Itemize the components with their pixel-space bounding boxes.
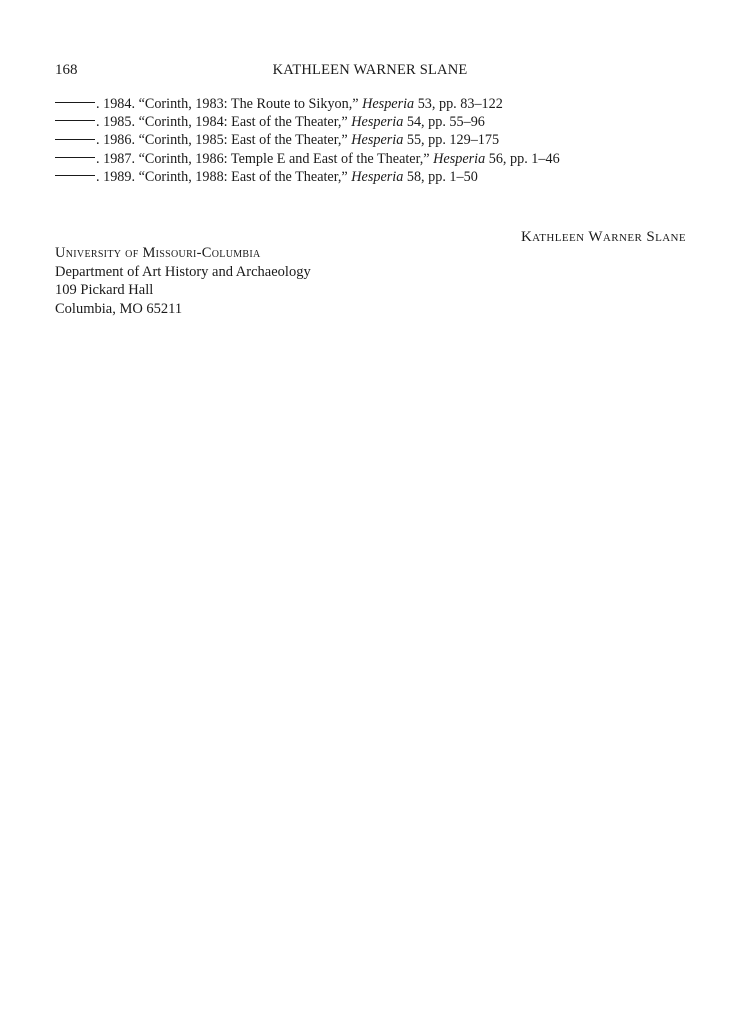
running-head: KATHLEEN WARNER SLANE	[272, 62, 468, 78]
street-address: 109 Pickard Hall	[55, 282, 154, 298]
author-affiliation	[55, 244, 311, 318]
ditto-dash	[55, 102, 95, 103]
reference-citation: 54, pp. 55–96	[403, 114, 485, 131]
ditto-dash	[55, 157, 95, 158]
reference-citation: 55, pp. 129–175	[403, 132, 500, 149]
ditto-dash	[55, 120, 95, 121]
institution-name: University of Missouri-Columbia	[55, 245, 261, 261]
reference-text: . 1984. “Corinth, 1983: The Route to Sikyon,”	[96, 96, 363, 112]
reference-text: . 1986. “Corinth, 1985: East of the Theater,”	[96, 132, 352, 149]
journal-title: Hesperia	[362, 96, 415, 112]
reference-item	[55, 131, 560, 149]
author-signature: Kathleen Warner Slane	[520, 229, 686, 245]
reference-item	[55, 150, 560, 168]
department-name: Department of Art History and Archaeology	[55, 263, 311, 280]
reference-list	[55, 95, 560, 186]
city-state-zip: Columbia, MO 65211	[55, 300, 183, 317]
ditto-dash	[55, 139, 95, 140]
journal-title: Hesperia	[351, 132, 404, 149]
ditto-dash	[55, 175, 95, 176]
reference-text: . 1989. “Corinth, 1988: East of the Theater,”	[96, 168, 352, 185]
journal-title: Hesperia	[351, 168, 404, 185]
reference-item	[55, 95, 560, 113]
reference-citation: 58, pp. 1–50	[403, 168, 478, 185]
reference-item	[55, 168, 560, 186]
reference-citation: 53, pp. 83–122	[414, 96, 503, 112]
reference-text: . 1987. “Corinth, 1986: Temple E and East of the Theater,”	[96, 150, 434, 167]
reference-item	[55, 113, 560, 131]
reference-citation: 56, pp. 1–46	[485, 150, 560, 167]
journal-title: Hesperia	[433, 150, 486, 167]
reference-text: . 1985. “Corinth, 1984: East of the Theater,”	[96, 114, 352, 131]
page-number: 168	[55, 62, 78, 78]
journal-title: Hesperia	[351, 114, 404, 131]
